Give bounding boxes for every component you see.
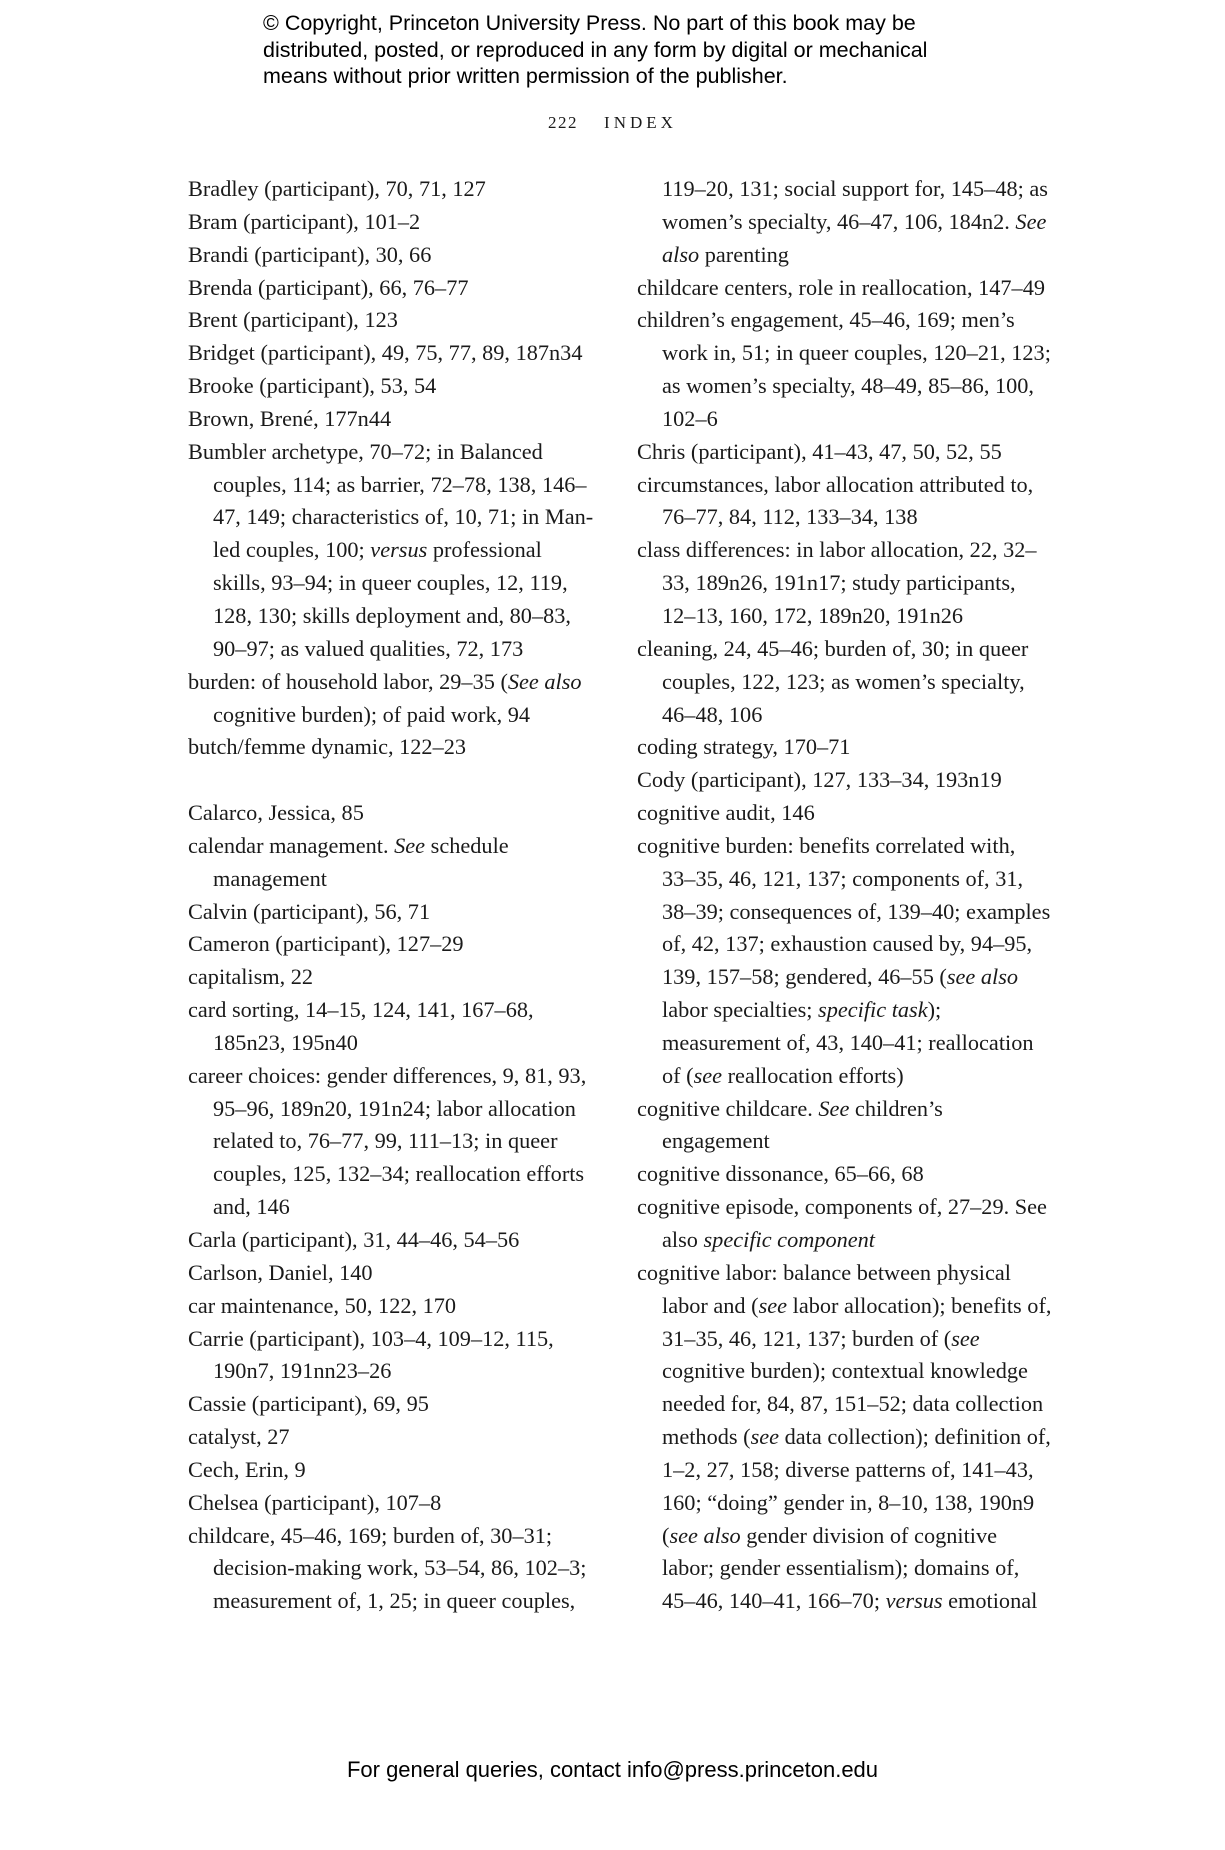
entry-italic: versus bbox=[885, 1588, 943, 1614]
index-entry: Cassie (participant), 69, 95 bbox=[188, 1391, 429, 1417]
entry-text: labor allocation); benefits of, 31–35, 46, 121, 137; burden of ( bbox=[662, 1292, 1052, 1351]
entry-italic: see also bbox=[669, 1522, 741, 1548]
entry-text: cognitive burden); of paid work, 94 bbox=[213, 701, 531, 727]
index-entry: childcare centers, role in reallocation, 147–49 bbox=[637, 274, 1045, 300]
entry-text: cognitive labor: balance between physical labor and ( bbox=[637, 1259, 1011, 1318]
entry-italic: see bbox=[750, 1424, 780, 1450]
entry-text: parenting bbox=[699, 241, 789, 267]
entry-text: children’s engagement bbox=[662, 1095, 943, 1154]
letter-group-gap bbox=[188, 764, 598, 797]
index-entry: Bram (participant), 101–2 bbox=[188, 208, 421, 234]
copyright-line: distributed, posted, or reproduced in any form by digital or mechanical bbox=[263, 37, 928, 62]
index-entry: Carlson, Daniel, 140 bbox=[188, 1259, 373, 1285]
index-entry: cognitive dissonance, 65–66, 68 bbox=[637, 1161, 924, 1187]
page-title: INDEX bbox=[604, 113, 677, 132]
entry-italic: see bbox=[951, 1325, 980, 1351]
entry-italic: See also bbox=[507, 668, 582, 694]
index-entry: Cameron (participant), 127–29 bbox=[188, 931, 464, 957]
entry-text: data collection); definition of, 1–2, 27, 158; diverse patterns of, 141–43, 160; “doing” gender in, 8–10, 138, 190n9 ( bbox=[662, 1424, 1051, 1548]
entry-italic: specific task bbox=[818, 997, 928, 1023]
copyright-line: © Copyright, Princeton University Press. No part of this book may be bbox=[263, 11, 916, 35]
entry-text: ); measurement of, 43, 140–41; reallocation of ( bbox=[662, 997, 1034, 1088]
index-entry: Calarco, Jessica, 85 bbox=[188, 800, 364, 826]
entry-italic: see also bbox=[946, 964, 1019, 990]
index-entry: card sorting, 14–15, 124, 141, 167–68, 185n23, 195n40 bbox=[188, 997, 534, 1055]
entry-text: cognitive burden: benefits correlated with, 33–35, 46, 121, 137; components of, 31, 38–39; consequences of, 139–40; examples of, 42, 137; exhaustion caused by, 94–95, 139, 157–58; gendered, 46–55 ( bbox=[637, 832, 1051, 990]
index-entry: career choices: gender differences, 9, 81, 93, 95–96, 189n20, 191n24; labor allocation related to, 76–77, 99, 111–13; in queer couples, 125, 132–34; reallocation efforts and, 146 bbox=[188, 1062, 587, 1220]
index-entry bbox=[637, 830, 1052, 1093]
index-entry bbox=[188, 666, 598, 732]
index-entry bbox=[637, 1093, 1052, 1159]
index-entry bbox=[188, 436, 598, 666]
entry-italic: See bbox=[394, 832, 426, 858]
index-entry: Chelsea (participant), 107–8 bbox=[188, 1489, 442, 1515]
entry-text: Bumbler archetype, 70–72; in Balanced couples, 114; as barrier, 72–78, 138, 146–47, 149; characteristics of, 10, 71; in Man-led couples, 100; bbox=[188, 438, 594, 563]
index-entry: Brent (participant), 123 bbox=[188, 307, 398, 333]
entry-text: reallocation efforts) bbox=[722, 1062, 904, 1088]
entry-text: cognitive episode, components of, 27–29. See also bbox=[637, 1194, 1047, 1252]
entry-text: calendar management. bbox=[188, 832, 395, 858]
index-entry: Carrie (participant), 103–4, 109–12, 115, 190n7, 191nn23–26 bbox=[188, 1325, 554, 1384]
entry-italic: see bbox=[758, 1292, 788, 1318]
index-entry: circumstances, labor allocation attributed to, 76–77, 84, 112, 133–34, 138 bbox=[637, 471, 1034, 530]
entry-italic: See also bbox=[662, 208, 1047, 267]
entry-italic: specific component bbox=[703, 1227, 876, 1252]
index-entry: capitalism, 22 bbox=[188, 964, 314, 990]
index-entry: Bradley (participant), 70, 71, 127 bbox=[188, 176, 486, 201]
index-entry: Cech, Erin, 9 bbox=[188, 1456, 306, 1482]
index-entry: childcare, 45–46, 169; burden of, 30–31; decision-making work, 53–54, 86, 102–3; measurement of, 1, 25; in queer couples, bbox=[188, 1522, 587, 1614]
index-entry bbox=[637, 1257, 1052, 1618]
entry-text: burden: of household labor, 29–35 ( bbox=[188, 668, 508, 694]
entry-text: 119–20, 131; social support for, 145–48; as women’s specialty, 46–47, 106, 184n2. bbox=[662, 176, 1048, 234]
index-entry: car maintenance, 50, 122, 170 bbox=[188, 1292, 457, 1318]
entry-text: labor specialties; bbox=[662, 997, 819, 1023]
index-entry: cleaning, 24, 45–46; burden of, 30; in queer couples, 122, 123; as women’s specialty, 46–48, 106 bbox=[637, 635, 1029, 727]
index-entry: butch/femme dynamic, 122–23 bbox=[188, 734, 467, 760]
index-entry: children’s engagement, 45–46, 169; men’s work in, 51; in queer couples, 120–21, 123; as women’s specialty, 48–49, 85–86, 100, 102–6 bbox=[637, 307, 1051, 431]
entry-text: professional skills, 93–94; in queer couples, 12, 119, 128, 130; skills deployment and, 80–83, 90–97; as valued qualities, 72, 173 bbox=[213, 537, 571, 661]
entry-text: emotional bbox=[942, 1588, 1038, 1614]
copyright-line: means without prior written permission of the publisher. bbox=[263, 64, 788, 88]
running-head bbox=[0, 113, 1225, 133]
index-entry: Carla (participant), 31, 44–46, 54–56 bbox=[188, 1227, 520, 1252]
index-entry: catalyst, 27 bbox=[188, 1424, 290, 1450]
index-entry bbox=[637, 1191, 1052, 1257]
index-entry: Cody (participant), 127, 133–34, 193n19 bbox=[637, 767, 1002, 793]
index-entry: cognitive audit, 146 bbox=[637, 800, 815, 826]
index-entry: Brown, Brené, 177n44 bbox=[188, 405, 392, 431]
page-number: 222 bbox=[548, 113, 579, 132]
index-entry: Brandi (participant), 30, 66 bbox=[188, 241, 432, 267]
entry-italic: See bbox=[818, 1095, 850, 1121]
index-entry: Chris (participant), 41–43, 47, 50, 52, 55 bbox=[637, 438, 1002, 464]
index-column-right bbox=[637, 173, 1052, 1618]
footer-contact: For general queries, contact info@press.princeton.edu bbox=[346, 1757, 879, 1782]
entry-italic: see bbox=[693, 1062, 723, 1088]
index-entry: Calvin (participant), 56, 71 bbox=[188, 898, 431, 924]
index-entry: coding strategy, 170–71 bbox=[637, 734, 851, 760]
index-entry: Bridget (participant), 49, 75, 77, 89, 187n34 bbox=[188, 340, 583, 366]
entry-text: schedule management bbox=[213, 832, 509, 891]
entry-text: cognitive childcare. bbox=[637, 1095, 819, 1121]
index-entry bbox=[188, 830, 598, 896]
index-column-left bbox=[188, 173, 598, 1618]
index-entry: Brooke (participant), 53, 54 bbox=[188, 373, 437, 399]
entry-italic: versus bbox=[370, 537, 428, 563]
index-entry: class differences: in labor allocation, 22, 32–33, 189n26, 191n17; study participants, 12–13, 160, 172, 189n20, 191n26 bbox=[637, 537, 1037, 628]
entry-text: gender division of cognitive labor; gender essentialism); domains of, 45–46, 140–41, 166–70; bbox=[662, 1522, 1020, 1614]
index-entry-continued bbox=[637, 173, 1052, 272]
copyright-notice bbox=[263, 10, 1023, 90]
index-entry: Brenda (participant), 66, 76–77 bbox=[188, 274, 469, 300]
entry-text: cognitive burden); contextual knowledge needed for, 84, 87, 151–52; data collection methods ( bbox=[662, 1358, 1044, 1450]
